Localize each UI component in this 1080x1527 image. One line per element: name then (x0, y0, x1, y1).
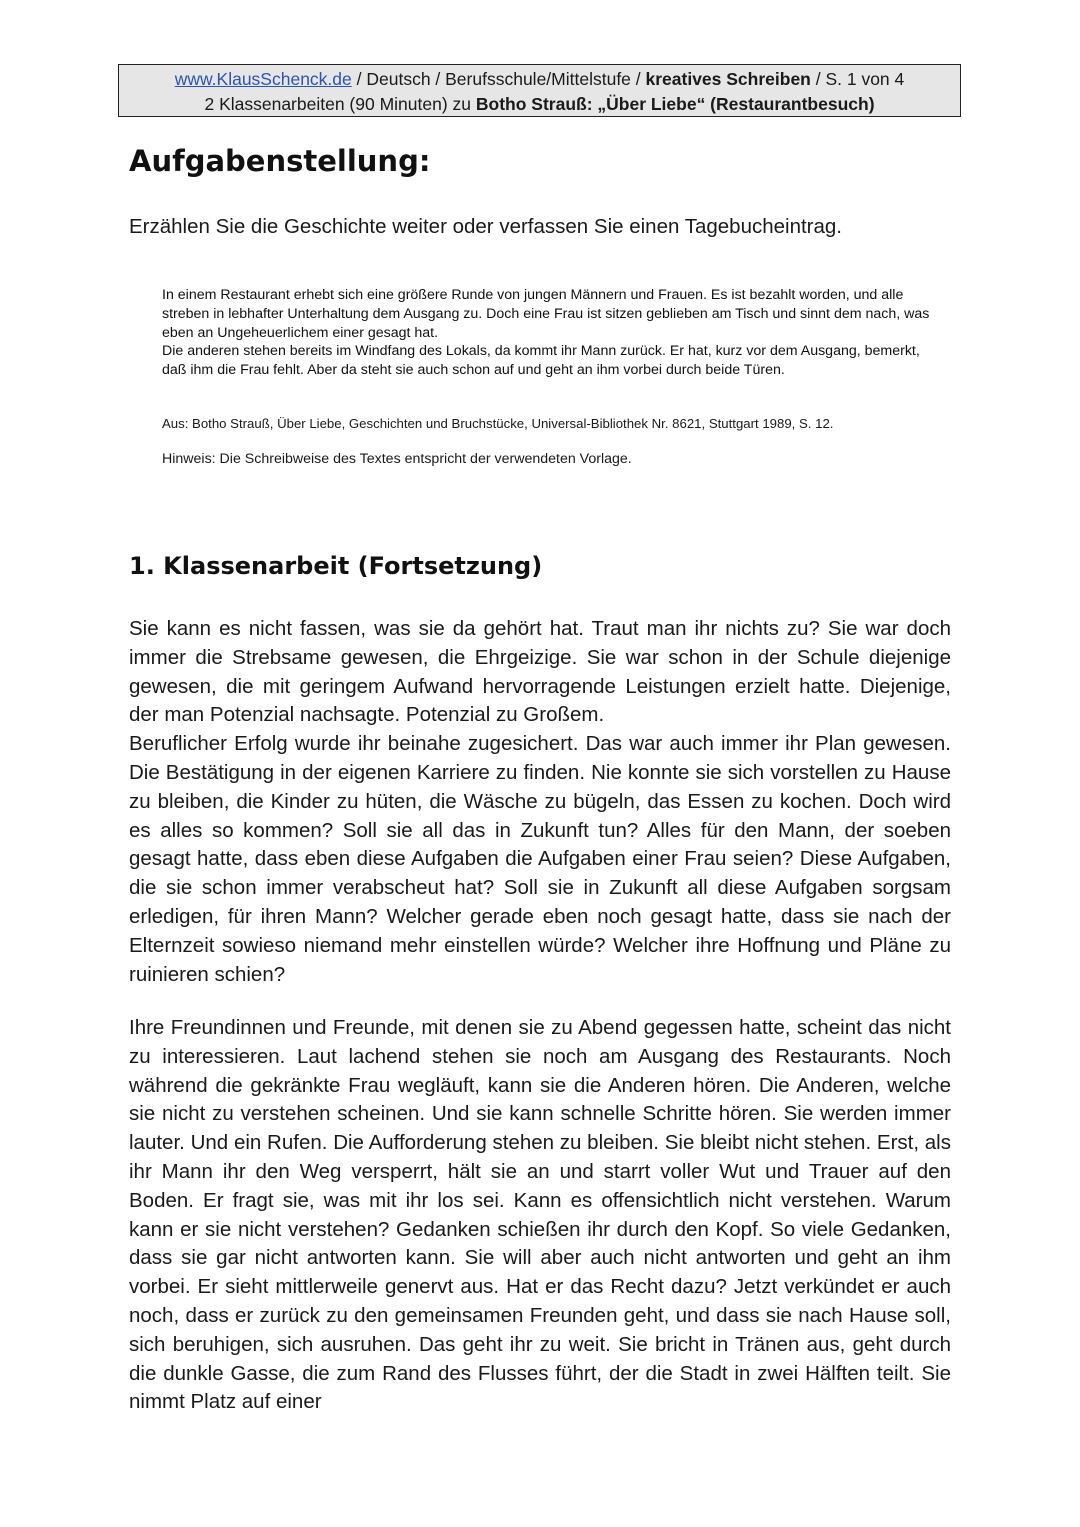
header-line-2 (119, 92, 960, 117)
page-header (118, 64, 961, 117)
task-instruction: Erzählen Sie die Geschichte weiter oder verfassen Sie einen Tagebucheintrag. (129, 215, 842, 238)
section-title-task: Aufgabenstellung: (129, 144, 431, 178)
essay-paragraph-2: Ihre Freundinnen und Freunde, mit denen sie zu Abend gegessen hatte, scheint das nicht zu interessieren. Laut lachend stehen sie noch am Ausgang des Restaurants. Noch während die gekränkte Frau wegläuft, kann sie die Anderen hören. Die Anderen, welche sie nicht zu verstehen scheinen. Und sie kann schnelle Schritte hören. Sie werden immer lauter. Und ein Rufen. Die Aufforderung stehen zu bleiben. Sie bleibt nicht stehen. Erst, als ihr Mann ihr den Weg versperrt, hält sie an und starrt voller Wut und Trauer auf den Boden. Er fragt sie, was mit ihr los sei. Kann es offensichtlich nicht verstehen. Warum kann er sie nicht verstehen? Gedanken schießen ihr durch den Kopf. So viele Gedanken, dass sie gar nicht antworten kann. Sie will aber auch nicht antworten und geht an ihm vorbei. Er sieht mittlerweile genervt aus. Hat er das Recht dazu? Jetzt verkündet er auch noch, dass er zurück zu den gemeinsamen Freunden geht, und dass sie nach Hause soll, sich beruhigen, sich ausruhen. Das geht ihr zu weit. Sie bricht in Tränen aus, geht durch die dunkle Gasse, die zum Rand des Flusses führt, der die Stadt in zwei Hälften teilt. Sie nimmt Platz auf einer (129, 1016, 951, 1414)
essay-paragraph-1a: Sie kann es nicht fassen, was sie da gehört hat. Traut man ihr nichts zu? Sie war doch immer die Strebsame gewesen, die Ehrgeizige. Sie war schon in der Schule diejenige gewesen, die mit geringem Aufwand hervorragende Leistungen erzielt hatte. Diejenige, der man Potenzial nachsagte. Potenzial zu Großem. (129, 617, 951, 727)
header-line-1 (119, 67, 960, 92)
essay-paragraph-1 (129, 615, 951, 989)
essay-paragraph-1b: Beruflicher Erfolg wurde ihr beinahe zugesichert. Das war auch immer ihr Plan gewesen. Die Bestätigung in der eigenen Karriere zu finden. Nie konnte sie sich vorstellen zu Hause zu bleiben, die Kinder zu hüten, die Wäsche zu bügeln, das Essen zu kochen. Doch wird es alles so kommen? Soll sie all das in Zukunft tun? Alles für den Mann, der soeben gesagt hatte, dass eben diese Aufgaben die Aufgaben einer Frau seien? Diese Aufgaben, die sie schon immer verabscheut hat? Soll sie in Zukunft all diese Aufgaben sorgsam erledigen, für ihren Mann? Welcher gerade eben noch gesagt hatte, dass sie nach der Elternzeit sowieso niemand mehr einstellen würde? Welcher ihre Hoffnung und Pläne zu ruinieren schien? (129, 732, 951, 986)
site-link[interactable]: www.KlausSchenck.de (174, 69, 352, 89)
excerpt-paragraph-2: Die anderen stehen bereits im Windfang des Lokals, da kommt ihr Mann zurück. Er hat, kurz vor dem Ausgang, bemerkt, daß ihm die Frau fehlt. Aber da steht sie auch schon auf und geht an ihm vorbei durch beide Türen. (162, 343, 920, 379)
section-title-exam-1: 1. Klassenarbeit (Fortsetzung) (129, 552, 543, 580)
header-topic: kreatives Schreiben (645, 69, 811, 89)
header-line-2-pre: 2 Klassenarbeiten (90 Minuten) zu (204, 94, 476, 114)
excerpt-paragraph-1: In einem Restaurant erhebt sich eine größere Runde von jungen Männern und Frauen. Es ist bezahlt worden, und alle streben in lebhafter Unterhaltung dem Ausgang zu. Doch eine Frau ist sitzen geblieben am Tisch und sinnt dem nach, was eben an Ungeheuerlichem einer gesagt hat. (162, 287, 930, 341)
spelling-note: Hinweis: Die Schreibweise des Textes entspricht der verwendeten Vorlage. (162, 451, 632, 467)
source-excerpt (162, 286, 934, 380)
header-page-number: / S. 1 von 4 (810, 69, 905, 89)
source-citation: Aus: Botho Strauß, Über Liebe, Geschichten und Bruchstücke, Universal-Bibliothek Nr. 8621, Stuttgart 1989, S. 12. (162, 416, 834, 431)
header-work-title: Botho Strauß: „Über Liebe“ (Restaurantbesuch) (475, 94, 875, 114)
header-line-1-rest: / Deutsch / Berufsschule/Mittelstufe / (351, 69, 646, 89)
